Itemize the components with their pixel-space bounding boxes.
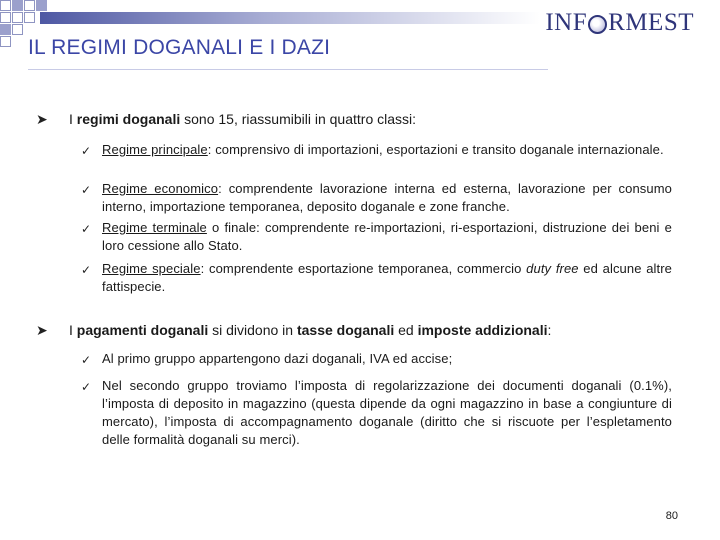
bullet-regimi-text: I regimi doganali sono 15, riassumibili in quattro classi: [69,111,417,127]
checkmark-icon: ✓ [81,380,92,394]
page-number: 80 [665,510,678,522]
sub-item-secondo-gruppo: Nel secondo gruppo troviamo l’imposta di regolarizzazione dei documenti doganali (0.1%), l’imposta di deposito in magazzino (questa dipende da ogni magazzino in base a congiunture di mercato), l’imposta di accompagnamento doganale (diritto che si riscuote per l’espletamento delle formalità doganali su merci). [102,378,672,447]
arrow-bullet-icon: ➤ [36,111,48,127]
sub-item-regime-principale: Regime principale: comprensivo di importazioni, esportazioni e transito doganale internazionale. [102,142,664,157]
slide-title: IL REGIMI DOGANALI E I DAZI [28,36,331,59]
title-gradient-bar [40,12,540,24]
sub-item-regime-economico: Regime economico: comprendente lavorazione interna ed esterna, lavorazione per consumo interno, importazione temporanea, deposito doganale e zone franche. [102,181,672,214]
checkmark-icon: ✓ [81,263,92,277]
arrow-bullet-icon: ➤ [36,322,48,338]
checkmark-icon: ✓ [81,222,92,236]
checkmark-icon: ✓ [81,144,92,158]
sub-item-primo-gruppo: Al primo gruppo appartengono dazi doganali, IVA ed accise; [102,351,453,366]
bullet-pagamenti-text: I pagamenti doganali si dividono in tasse doganali ed imposte addizionali: [69,322,552,338]
title-underline [28,69,548,70]
sub-item-regime-terminale: Regime terminale o finale: comprendente re-importazioni, ri-esportazioni, distruzione dei beni e loro cessione allo Stato. [102,220,672,253]
informest-logo: INF RMEST [545,9,694,36]
checkmark-icon: ✓ [81,183,92,197]
sub-item-regime-speciale: Regime speciale: comprendente esportazione temporanea, commercio duty free ed alcune altre fattispecie. [102,261,673,294]
checkmark-icon: ✓ [81,353,92,367]
